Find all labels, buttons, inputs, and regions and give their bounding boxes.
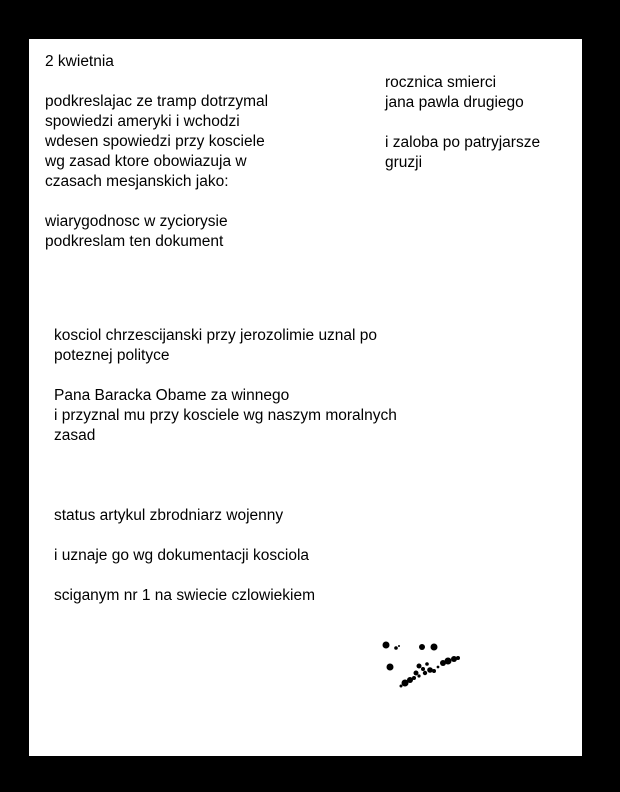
ink-signature-mark: [381, 637, 463, 693]
document-date: 2 kwietnia: [45, 53, 114, 70]
document-page: [29, 39, 582, 756]
recognition-line: i uznaje go wg dokumentacji kosciola: [54, 547, 310, 564]
left-text-block: podkreslajac ze tramp dotrzymal spowiedzi ameryki i wchodzi wdesen spowiedzi przy kosciele wg zasad ktore obowiazuja w czasach mesjanskich jako: wiarygodnosc w zyciorysie podkreslam ten dokument: [45, 93, 269, 250]
wanted-line: sciganym nr 1 na swiecie czlowiekiem: [54, 587, 316, 604]
status-line: status artykul zbrodniarz wojenny: [54, 507, 284, 524]
church-text-block: kosciol chrzescijanski przy jerozolimie uznal po poteznej polityce Pana Baracka Obame za winnego i przyznal mu przy kosciele wg naszym moralnych zasad: [54, 327, 397, 444]
right-text-block: rocznica smierci jana pawla drugiego i zaloba po patryjarsze gruzji: [385, 74, 541, 171]
